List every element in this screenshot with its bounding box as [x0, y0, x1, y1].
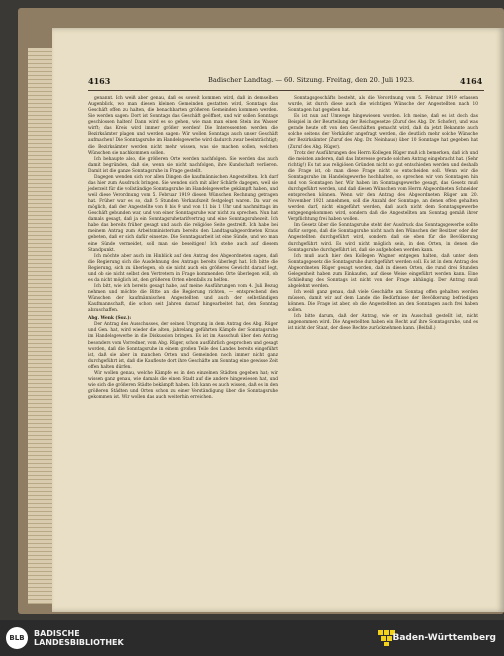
paragraph: Wir wollen genau, welche Kämpfe es in den einzelnen Städten gegeben hat; wir wissen ganz genau, wie damals die einen Stadt auf die andere hingewiesen hat, und wie sich die größeren Städte bekämpft haben. Ich kann es auch wissen, daß es in den größeren Städten und Orten schon zu einer Verständigung über die Sonntagsruhe gekommen ist. Wir wollen das auch weiterhin erreichen. — [88, 370, 278, 401]
paragraph: Sonntagsgeschäfts besteht, als die Verordnung vom 5. Februar 1919 erlassen wurde, ist durch diese auch die wichtigen Wünsche der Angestellten nach 10 Sonntagen hat gegeben hat. — [288, 96, 478, 114]
page-number-left: 4163 — [88, 76, 111, 86]
library-name[interactable] — [34, 629, 124, 647]
paragraph: Ich behaupte also, die größeren Orte werden nachfolgen. Sie werden das auch damit begründen, daß sie, wenn sie nicht nachfolgen, ihre Kundschaft verlieren. Damit ist die ganze Sonntagsruhe in Frage gestellt. — [88, 156, 278, 174]
page-number-right: 4164 — [460, 76, 483, 86]
library-name-line1: BADISCHE — [34, 629, 80, 638]
paragraph: Ich bitte darum, daß der Antrag, wie er im Ausschuß gestellt ist, nicht angenommen wird. Die Angestellten haben ein Recht auf ihre Sonntagsruhe, und es ist nicht der Staat, der diese Rechte zurücknehmen kann. (Beifall.) — [288, 314, 478, 332]
paragraph: Trotz der Ausführungen des Herrn Kollegen Rüger muß ich bemerken, daß ich und die meisten anderen, daß das Interesse gerade solchen Antrag eingebracht hat. (Sehr richtig!) Es tut aus religiösen Gründen nicht so gut entschieden werden und deshalb die Frage ist, ob man diese Frage nicht so entscheiden soll. Wenn wir die Sonntagsruhe im Handelsgewerbe hochhalten, so sprechen wir von Sonntagen hin und von Sonntagen her. Wir haben im Sonntagsgewerbe gesagt, das Gesetz muß durchgeführt werden, und daß diesen Wünschen vom Herrn Abgeordneten Schneider entsprechen können. Wenn wir den Antrag des Abgeordneten Rüger am 20. November 1921 annehmen, soll die Anzahl der Sonntage, an denen offen gehalten werden darf, nicht eingeführt werden, daß auch nicht dem Sonntagsgewerbe entgegengekommen wird, sondern daß die Angestellten am Sonntag gemäß ihrer Verpflichtung frei haben wollen. — [288, 150, 478, 223]
state-name[interactable]: Baden-Württemberg — [392, 633, 496, 643]
left-column — [88, 96, 278, 401]
paragraph: Der Antrag des Ausschusses, der seinen Ursprung in dem Antrag des Abg. Rüger und Gen. hat, wird wieder die alten, jahrelang geführten Kämpfe der Sonntagsruhe im Handelsgewerbe in die Diskussion bringen. Es ist im Ausschuß über den Antrag besonders vom Vorredner, vom Abg. Rüger, schon ausführlich gesprochen und gesagt worden, daß die Sonntagsruhe in einem großen Teile des Landes bereits eingeführt ist, daß sie aber in manchen Orten und Gemeinden noch immer nicht ganz durchgeführt ist, daß die Kaufleute dort ihre Geschäfte am Sonntag eine gewisse Zeit offen halten dürfen. — [88, 322, 278, 370]
footer-bar — [0, 620, 504, 656]
paragraph: Im Gesetz über die Sonntagsruhe steht der Ausdruck das Sonntagsgewerbe sollte dafür sorgen, daß die Sonntagsruhe nicht nach den Wünschen der Besitzer oder der Angestellten durchgeführt wird, sondern daß sie eben für die Bevölkerung durchgeführt wird. Es wird nicht möglich sein, in den Orten, in denen die Sonntagsruhe durchgeführt ist, daß sie aufgehoben werden kann. — [288, 223, 478, 253]
paragraph: Ich weiß ganz genau, daß viele Geschäfte am Sonntag offen gehalten werden müssen, damit wir auf dem Lande die Bedürfnisse der Bevölkerung befriedigen können. Die Frage ist aber, ob die Angestellten an den Sonntagen auch frei haben sollen. — [288, 290, 478, 314]
header-rule — [88, 90, 484, 91]
right-column — [288, 96, 478, 332]
paragraph: genannt. Ich weiß aber genau, daß es soweit kommen wird, daß in demselben Augenblick, wo man diesen kleinen Gemeinden gestatten wird, Sonntags das Geschäft offen zu halten, die benachbarten größeren Gemeinden kommen werden. Sie werden sagen: Dort ist Sonntags das Geschäft geöffnet, und wir sollen Sonntags geschlossen halten! Dann wird es so gehen, wie man man einen Stein ins Wasser wirft; das Kreis wird immer größer werden! Die Interessenten werden die Bezirksämter plagen und werden sagen: Wir wollen Sonntags auch unser Geschäft aufmachen! Die Sonntagsruhe im Handelsgewerbe wird dadurch zwar beeinträchtigt; die Bezirksämter werden nicht mehr wissen, was sie machen sollen, welchen Wünschen sie nachkommen sollen. — [88, 96, 278, 156]
paragraph: Ich muß auch hier den Kollegen Wagner entgegen halten, daß unter dem Sonntagsgesetz die Sonntagsruhe durchgeführt werden soll. Es ist in dem Antrag des Abgeordneten Rüger gesagt worden, daß in diesen Orten, die rund drei Stunden Gelegenheit haben zum Einkaufen, auf diese Weise eingeführt werden kann. Eine Schließung des Sonntags ist nicht von der Frage abhängig. Der Antrag muß abgelehnt werden. — [288, 253, 478, 289]
paragraph: Es ist nun auf Umwege hingewiesen worden. Ich meine, daß es ist doch das Beispiel in der Beurteilung der Reichsgesetze (Zuruf des Abg. Dr. Schofer), und was gerade heute oft von den Geschäften gemacht wird, daß da jetzt Bekannte auch solche seitens der Verkäufer angefragt werden, die deutlich mehr solche Wünsche der Bezirksämter (Zuruf des Abg. Dr. Neinhaus) über 10 Sonntage hat gegeben hat (Zuruf des Abg. Rüger). — [288, 114, 478, 150]
speaker-heading: Abg. Wenk (Soz.): — [88, 316, 132, 322]
paragraph: Dagegen wenden sich vor allen Dingen die kaufmännischen Angestellten. Ich darf das hier zum Ausdruck bringen. Sie wenden sich mit aller Schärfe dagegen, weil sie jederzeit für die vollständige Sonntagsruhe im Handelsgewerbe gekämpft haben, und weil diese Verordnung vom 5. Februar 1919 diesen Wünschen Rechnung getragen hat. Früher war es so, daß 5 Stunden Verkaufszeit festgelegt waren. Da war es möglich, daß der Angestellte von 8 bis 9 und von 11 bis 1 Uhr und nachmittags im Geschäft gebunden war, und von einer Sonntagsruhe war nicht zu sprechen. Nun hat damals gesagt, daß ja ein Sonntagsruhetarifvertrag und eine Sonntagsruhezeit. Ich habe das bereits früher gesagt und auch die religiöse Seite gestreift. Ich habe bei meinem Antrag zum Arbeitsministerium bereits den Landtagsabgeordneten Kraus gebeten, daß er sich dafür einsetze. Die Sonntagsarbeit ist eine Sünde, und wo man eine Sünde vermeidet, soll man sie beseitigen! Ich stehe auch auf diesem Standpunkt. — [88, 174, 278, 253]
running-title: Badischer Landtag. — 60. Sitzung. Freitag, den 20. Juli 1923. — [208, 76, 415, 84]
paragraph: Ich bitt, wie ich bereits gesagt habe, auf meine Ausführungen vom 4. Juli Bezug nehmen und möchte die Bitte an die Regierung richten, — entsprechend den Wünschen der kaufmännischen Angestellten und auch der selbständigen Kaufmannschaft, die schon seit Jahren darauf hingearbeitet hat, den Sonntag abzuschaffen. — [88, 283, 278, 314]
library-name-line2: LANDESBIBLIOTHEK — [34, 638, 124, 647]
paragraph: Ich möchte aber auch im Hinblick auf den Antrag des Abgeordneten sagen, daß die Regierung sich die Ausdehnung des Antrags bereits überlegt hat. Ich bitte die Regierung, sich zu überlegen, ob sie nicht auch ein größeres Gewicht darauf legt, und ob sie nicht selbst den Vertretern in Frage kommenden Orte überlegen will, ob es da nicht möglich ist, den größeren Orten ebenfalls zu helfen. — [88, 253, 278, 283]
blb-logo[interactable]: BLB — [6, 627, 28, 649]
